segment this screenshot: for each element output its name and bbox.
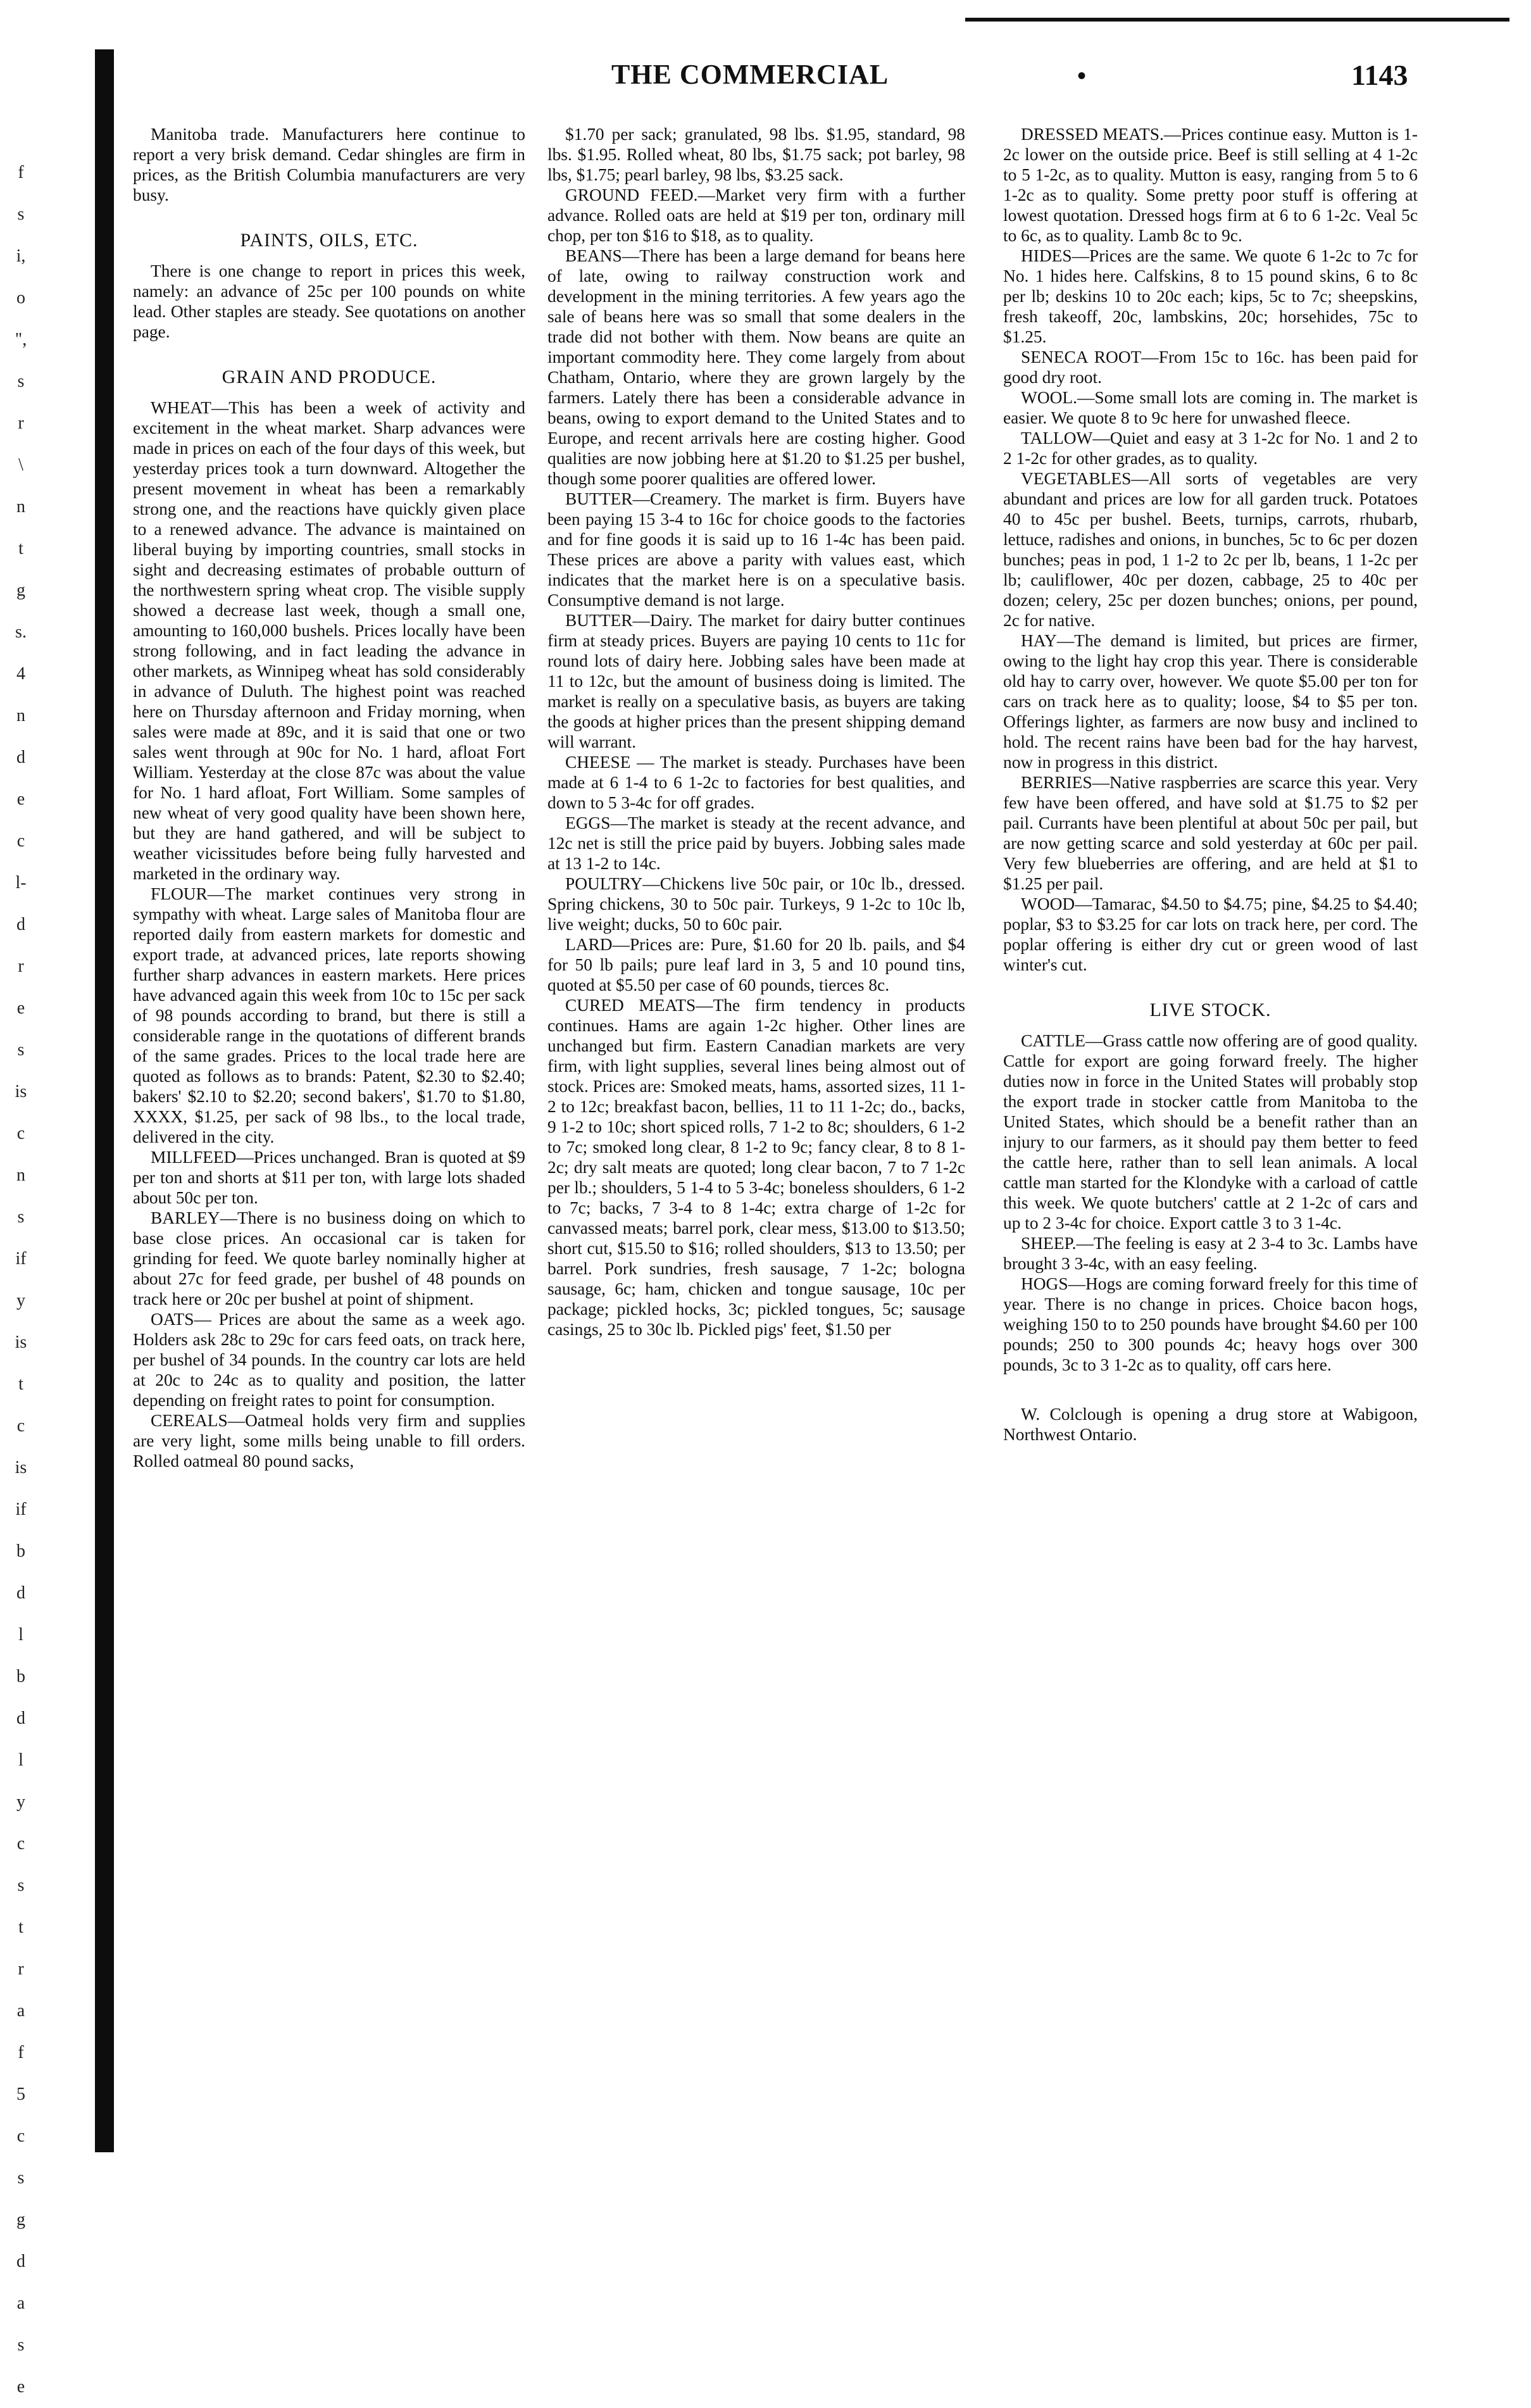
gutter-fragment: g	[16, 2210, 25, 2229]
gutter-fragment: is	[15, 1082, 27, 1101]
gutter-fragment: s	[17, 1040, 25, 1060]
gutter-fragment: if	[15, 1249, 27, 1269]
gutter-fragment: a	[16, 2293, 25, 2313]
gutter-fragment: is	[15, 1333, 27, 1352]
article-paragraph: CATTLE—Grass cattle now offering are of good quality. Cattle for export are going forward freely. The higher duties now in force in the United States will probably stop the export trade in stocker cattle from Manitoba to the United States, which should be a benefit rather than an injury to our farmers, as it should pay them better to feed the cattle here, rather than to sell lean animals. A local cattle man started for the Klondyke with a carload of cattle this week. We quote butchers' cattle at 2 1-2c of cars and up to 2 3-4c for choice. Export cattle 3 to 3 1-4c.	[1003, 1031, 1418, 1232]
gutter-fragment: y	[16, 1291, 25, 1310]
gutter-fragment: t	[18, 1917, 23, 1937]
gutter-fragment: f	[18, 2043, 24, 2062]
gutter-fragment: f	[18, 163, 24, 182]
gutter-fragment: d	[16, 1583, 25, 1603]
article-paragraph: BARLEY—There is no business doing on which to base close prices. An occasional car is taken for grinding for feed. We quote barley nominally higher at about 27c for feed grade, per bushel of 48 pounds on track here or 20c per bushel at point of shipment.	[133, 1208, 525, 1308]
gutter-fragment: if	[15, 1500, 27, 1519]
gutter-fragment: n	[16, 706, 25, 725]
gutter-fragment: s	[17, 2335, 25, 2355]
gutter-fragment: r	[18, 413, 24, 433]
column-3	[1003, 124, 1418, 1445]
gutter-fragment: d	[16, 1709, 25, 1728]
gutter-fragment: s	[17, 1207, 25, 1227]
article-paragraph: WHEAT—This has been a week of activity and excitement in the wheat market. Sharp advances were made in prices on each of the four days of this week, but yesterday prices took a turn downward. Altogether the present movement in wheat has been a remarkably strong one, and the reactions have quickly given place to a renewed advance. The advance is maintained on liberal buying by importing countries, small stocks in sight and decreasing estimates of probable outturn of the northwestern spring wheat crop. The visible supply showed a decrease last week, though a small one, amounting to 160,000 bushels. Prices locally have been strong following, and in fact leading the advance in other markets, as Winnipeg wheat has sold considerably in advance of Duluth. The highest point was reached here on Thursday afternoon and Friday morning, when sales were made at 89c, and it is said that one or two sales went through at 90c for No. 1 hard, afloat Fort William. Yesterday at the close 87c was about the value for No. 1 hard afloat, Fort William. Some samples of new wheat of very good quality have been shown here, but they are hand gathered, and will be subject to weather vicissitudes before being fully harvested and marketed in the ordinary way.	[133, 398, 525, 883]
article-paragraph: EGGS—The market is steady at the recent advance, and 12c net is still the price paid by buyers. Jobbing sales made at 13 1-2 to 14c.	[547, 813, 965, 873]
gutter-fragment: l-	[15, 873, 27, 893]
article-paragraph: SHEEP.—The feeling is easy at 2 3-4 to 3c. Lambs have brought 3 3-4c, with an easy feeling.	[1003, 1234, 1418, 1273]
article-paragraph: BERRIES—Native raspberries are scarce this year. Very few have been offered, and have sold at $1.75 to $2 per pail. Currants have been plentiful at about 50c per pail, but are now getting scarce and sold yesterday at 60c per pail. Very few blueberries are offering, and are held at $1 to $1.25 per pail.	[1003, 773, 1418, 893]
gutter-fragment: c	[16, 831, 25, 851]
article-paragraph: POULTRY—Chickens live 50c pair, or 10c lb., dressed. Spring chickens, 30 to 50c pair. Turkeys, 9 1-2c to 10c lb, live weight; ducks, 50 to 60c pair.	[547, 874, 965, 934]
gutter-fragment: e	[16, 789, 25, 809]
article-paragraph: WOOL.—Some small lots are coming in. The market is easier. We quote 8 to 9c here for unwashed fleece.	[1003, 388, 1418, 427]
page-number: 1143	[1351, 59, 1408, 91]
article-paragraph: TALLOW—Quiet and easy at 3 1-2c for No. 1 and 2 to 2 1-2c for other grades, as to quality.	[1003, 429, 1418, 468]
gutter-fragment: 5	[16, 2085, 25, 2104]
article-paragraph: GROUND FEED.—Market very firm with a further advance. Rolled oats are held at $19 per ton, ordinary mill chop, per ton $16 to $18, as to quality.	[547, 185, 965, 245]
gutter-fragment: n	[16, 1165, 25, 1185]
gutter-fragment: d	[16, 748, 25, 767]
gutter-fragment: s	[17, 204, 25, 224]
section-heading: PAINTS, OILS, ETC.	[240, 230, 418, 251]
gutter-fragment: g	[16, 580, 25, 600]
article-paragraph: FLOUR—The market continues very strong in sympathy with wheat. Large sales of Manitoba flour are reported daily from eastern markets for domestic and export trade, at advanced prices, late reports showing further sharp advances in eastern markets. Here prices have advanced again this week from 10c to 15c per sack of 98 pounds according to brand, but there is still a considerable range in the quotations of different brands of the same grades. Prices to the local trade here are quoted as follows as to brands: Patent, $2.30 to $2.40; bakers' $2.10 to $2.20; second bakers', $1.70 to $1.80, XXXX, $1.25, per sack of 98 lbs., to the local trade, delivered in the city.	[133, 884, 525, 1146]
article-paragraph: BUTTER—Creamery. The market is firm. Buyers have been paying 15 3-4 to 16c for choice goods to the factories and for fine goods it is said up to 16 1-4c has been paid. These prices are above a parity with values east, which indicates that the market here is on a speculative basis. Consumptive demand is not large.	[547, 489, 965, 610]
article-paragraph: SENECA ROOT—From 15c to 16c. has been paid for good dry root.	[1003, 348, 1418, 387]
gutter-fragment: s	[17, 2168, 25, 2188]
gutter-fragment: s.	[15, 622, 27, 642]
gutter-fragment: r	[18, 1959, 24, 1979]
gutter-fragment: c	[16, 1834, 25, 1853]
gutter-fragment: y	[16, 1792, 25, 1812]
gutter-fragment: t	[18, 1374, 23, 1394]
gutter-fragment: e	[16, 2377, 25, 2397]
gutter-fragment: o	[16, 288, 25, 308]
article-paragraph: There is one change to report in prices this week, namely: an advance of 25c per 100 pounds on white lead. Other staples are steady. See quotations on another page.	[133, 261, 525, 341]
article-paragraph: OATS— Prices are about the same as a week ago. Holders ask 28c to 29c for cars feed oats, on track here, per bushel of 34 pounds. In the country car lots are held at 20c to 24c as to quality and position, the latter depending on freight rates to point for consumption.	[133, 1310, 525, 1410]
article-paragraph: LARD—Prices are: Pure, $1.60 for 20 lb. pails, and $4 for 50 lb pails; pure leaf lard in 3, 5 and 10 pound tins, quoted at $5.50 per case of 60 pounds, tierces 8c.	[547, 935, 965, 994]
gutter-fragment: c	[16, 2126, 25, 2146]
article-paragraph: HAY—The demand is limited, but prices are firmer, owing to the light hay crop this year. There is considerable old hay to carry over, however. We quote $5.00 per ton for cars on track here as to quality; loose, $4 to $5 per ton. Offerings lighter, as farmers are now busy and inclined to hold. The recent rains have been bad for the hay harvest, now in progress in this district.	[1003, 631, 1418, 772]
article-paragraph: BEANS—There has been a large demand for beans here of late, owing to railway construction work and development in the mining territories. A few years ago the sale of beans here was so small that some dealers in the trade did not bother with them. Now beans are quite an important commodity here. They come largely from about Chatham, Ontario, where they are grown largely by the farmers. Lately there has been a considerable advance in beans, owing to export demand to the United States and to Europe, and recent arrivals here are costing higher. Good qualities are now jobbing here at $1.20 to $1.25 per bushel, though some poorer qualities are offered lower.	[547, 246, 965, 488]
article-paragraph: HOGS—Hogs are coming forward freely for this time of year. There is no change in prices. Choice bacon hogs, weighing 150 to to 250 pounds have brought $4.60 per 100 pounds; 250 to 300 pounds 4c; heavy hogs over 300 pounds, 3c to 3 1-2c as to quality, off cars here.	[1003, 1274, 1418, 1374]
column-1	[133, 124, 525, 1471]
article-paragraph: Manitoba trade. Manufacturers here continue to report a very brisk demand. Cedar shingles are firm in prices, as the British Columbia manufacturers are very busy.	[133, 125, 525, 204]
section-heading: GRAIN AND PRODUCE.	[222, 367, 437, 387]
gutter-fragment: e	[16, 998, 25, 1018]
gutter-fragment: c	[16, 1124, 25, 1143]
gutter-fragment: d	[16, 915, 25, 934]
article-paragraph: DRESSED MEATS.—Prices continue easy. Mutton is 1-2c lower on the outside price. Beef is still selling at 4 1-2c to 5 1-2c, as to quality. Mutton is easy, ranging from 5 to 6 1-2c as to quality. Some pretty poor stuff is offering at lowest quotation. Dressed hogs firm at 6 to 6 1-2c. Veal 5c to 6c, as to quality. Lamb 8c to 9c.	[1003, 125, 1418, 245]
article-paragraph: VEGETABLES—All sorts of vegetables are very abundant and prices are low for all garden truck. Potatoes 40 to 45c per bushel. Beets, turnips, carrots, rhubarb, lettuce, radishes and onions, in bunches, 5c to 6c per dozen bunches; peas in pod, 1 1-2 to 2c per lb, beans, 1 1-2c per lb; cauliflower, 40c per dozen, cabbage, 25 to 40c per dozen; celery, 25c per dozen bunches; onions, per pound, 2c for native.	[1003, 469, 1418, 630]
gutter-fragment: \	[18, 455, 23, 475]
gutter-fragment: is	[15, 1458, 27, 1477]
article-paragraph: HIDES—Prices are the same. We quote 6 1-2c to 7c for No. 1 hides here. Calfskins, 8 to 15 pound skins, 6 to 8c per lb; deskins 10 to 20c each; kips, 5c to 7c; sheepskins, fresh takeoff, 20c, lambskins, 20c; horsehides, 75c to $1.25.	[1003, 246, 1418, 346]
gutter-fragment: l	[18, 1625, 23, 1645]
gutter-fragment: t	[18, 539, 23, 558]
gutter-fragment: b	[16, 1667, 25, 1686]
news-note: W. Colclough is opening a drug store at Wabigoon, Northwest Ontario.	[1003, 1405, 1418, 1444]
gutter-fragment: r	[18, 956, 24, 976]
gutter-fragment: s	[17, 372, 25, 391]
article-paragraph: WOOD—Tamarac, $4.50 to $4.75; pine, $4.25 to $4.40; poplar, $3 to $3.25 for car lots on track here, per cord. The poplar offering is either dry cut or green wood of last winter's cut.	[1003, 894, 1418, 974]
article-paragraph: BUTTER—Dairy. The market for dairy butter continues firm at steady prices. Buyers are paying 10 cents to 11c for round lots of dairy here. Jobbing sales have been made at 11 to 12c, but the amount of business doing is limited. The market is really on a speculative basis, as buyers are taking the goods at higher prices than the present shipping demand will warrant.	[547, 611, 965, 751]
article-paragraph: MILLFEED—Prices unchanged. Bran is quoted at $9 per ton and shorts at $11 per ton, with large lots shaded about 50c per ton.	[133, 1148, 525, 1207]
article-paragraph: CURED MEATS—The firm tendency in products continues. Hams are again 1-2c higher. Other lines are unchanged but firm. Eastern Canadian markets are very firm, with light supplies, several lines being almost out of stock. Prices are: Smoked meats, hams, assorted sizes, 11 1-2 to 12c; breakfast bacon, bellies, 11 to 11 1-2c; do., backs, 9 1-2 to 10c; short spiced rolls, 7 1-2 to 8c; shoulders, 6 1-2 to 7c; smoked long clear, 8 1-2 to 9c; fancy clear, 8 to 8 1-2c; dry salt meats are quoted; long clear bacon, 7 to 7 1-2c per lb.; shoulders, 5 1-4 to 5 3-4c; boneless shoulders, 6 1-2 to 7c; backs, 7 3-4 to 8 1-4c; extra charge of 1-2c for canvassed meats; barrel pork, clear mess, $13.00 to $13.50; short cut, $15.50 to $16; rolled shoulders, $13 to 13.50; per barrel. Pork sundries, fresh sausage, 7 1-2c; bologna sausage, 6c; ham, chicken and tongue sausage, 10c per package; pickled hocks, 3c; pickled tongues, 5c; sausage casings, 25 to 30c lb. Pickled pigs' feet, $1.50 per	[547, 996, 965, 1339]
gutter-fragment: n	[16, 497, 25, 517]
gutter-fragment: c	[16, 1416, 25, 1436]
gutter-fragment: ",	[15, 330, 27, 349]
gutter-fragment: d	[16, 2252, 25, 2271]
column-2	[547, 124, 965, 1339]
binding-edge	[95, 49, 114, 2152]
section-heading: LIVE STOCK.	[1149, 1000, 1272, 1020]
gutter-fragment: i,	[16, 246, 26, 266]
top-rule	[965, 18, 1509, 22]
gutter-fragment: s	[17, 1876, 25, 1895]
gutter-fragments	[11, 152, 30, 2408]
gutter-fragment: a	[16, 2001, 25, 2021]
header-ornament: •	[1077, 61, 1087, 90]
article-paragraph: $1.70 per sack; granulated, 98 lbs. $1.95, standard, 98 lbs. $1.95. Rolled wheat, 80 lbs, $1.75 sack; pot barley, 98 lbs, $1.75; pearl barley, 98 lbs, $3.25 sack.	[547, 125, 965, 184]
gutter-fragment: 4	[16, 664, 25, 684]
gutter-fragment: l	[18, 1750, 23, 1770]
article-paragraph: CHEESE — The market is steady. Purchases have been made at 6 1-4 to 6 1-2c to factories for best qualities, and down to 5 3-4c for off grades.	[547, 753, 965, 812]
article-paragraph: CEREALS—Oatmeal holds very firm and supplies are very light, some mills being unable to fill orders. Rolled oatmeal 80 pound sacks,	[133, 1411, 525, 1471]
gutter-fragment: b	[16, 1541, 25, 1561]
page-title: THE COMMERCIAL	[611, 59, 889, 90]
